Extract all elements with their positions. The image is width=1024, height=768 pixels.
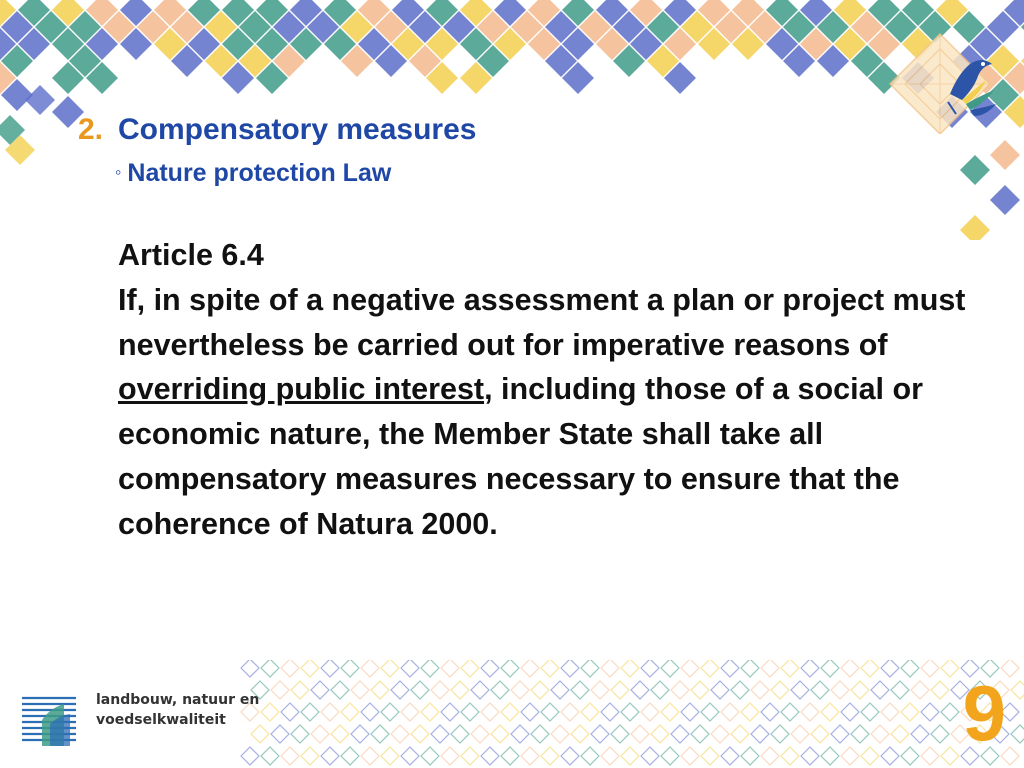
logo-line-1: landbouw, natuur en xyxy=(96,692,260,708)
lattice-diamond xyxy=(651,681,669,699)
lattice-diamond xyxy=(561,703,579,721)
lattice-diamond xyxy=(771,725,789,743)
lattice-diamond xyxy=(701,660,719,677)
lattice-diamond xyxy=(801,660,819,677)
lattice-diamond xyxy=(601,660,619,677)
lattice-diamond xyxy=(721,660,739,677)
lattice-diamond xyxy=(491,681,509,699)
lattice-diamond xyxy=(541,747,559,765)
sub-bullet-icon: ◦ xyxy=(115,162,122,182)
lattice-diamond xyxy=(931,681,949,699)
pattern-diamond xyxy=(990,140,1020,170)
lattice-diamond xyxy=(901,703,919,721)
lattice-diamond xyxy=(921,660,939,677)
lattice-diamond xyxy=(321,660,339,677)
lattice-diamond xyxy=(811,725,829,743)
lattice-diamond xyxy=(791,725,809,743)
lattice-diamond xyxy=(321,703,339,721)
lattice-diamond xyxy=(881,660,899,677)
lattice-diamond xyxy=(621,747,639,765)
lattice-diamond xyxy=(521,660,539,677)
subheading xyxy=(115,159,391,188)
lattice-diamond xyxy=(861,747,879,765)
lattice-diamond xyxy=(691,681,709,699)
lattice-diamond xyxy=(711,725,729,743)
lattice-diamond xyxy=(431,725,449,743)
lattice-diamond xyxy=(261,703,279,721)
pattern-diamond xyxy=(960,155,990,185)
lattice-diamond xyxy=(821,747,839,765)
lattice-diamond xyxy=(821,660,839,677)
lattice-diamond xyxy=(381,660,399,677)
lattice-diamond xyxy=(711,681,729,699)
lattice-diamond xyxy=(911,681,929,699)
lattice-diamond xyxy=(861,703,879,721)
lattice-diamond xyxy=(351,681,369,699)
lattice-diamond xyxy=(381,747,399,765)
lattice-diamond xyxy=(731,681,749,699)
lattice-diamond xyxy=(891,725,909,743)
lattice-diamond xyxy=(821,703,839,721)
lattice-diamond xyxy=(441,747,459,765)
lattice-diamond xyxy=(401,660,419,677)
lattice-diamond xyxy=(501,660,519,677)
lattice-diamond xyxy=(331,681,349,699)
lattice-diamond xyxy=(371,725,389,743)
lattice-diamond xyxy=(581,660,599,677)
lattice-diamond xyxy=(411,681,429,699)
underlined-phrase: overriding public interest xyxy=(118,372,485,407)
ministry-logo-text xyxy=(96,690,259,730)
lattice-diamond xyxy=(721,703,739,721)
lattice-diamond xyxy=(941,660,959,677)
lattice-diamond xyxy=(701,747,719,765)
lattice-diamond xyxy=(901,660,919,677)
lattice-diamond xyxy=(361,703,379,721)
lattice-diamond xyxy=(531,681,549,699)
lattice-diamond xyxy=(641,660,659,677)
lattice-diamond xyxy=(751,681,769,699)
lattice-diamond xyxy=(241,660,259,677)
lattice-diamond xyxy=(641,747,659,765)
lattice-diamond xyxy=(591,725,609,743)
lattice-diamond xyxy=(461,660,479,677)
lattice-diamond xyxy=(671,725,689,743)
lattice-diamond xyxy=(661,660,679,677)
lattice-diamond xyxy=(551,681,569,699)
lattice-diamond xyxy=(431,681,449,699)
lattice-diamond xyxy=(441,660,459,677)
lattice-diamond xyxy=(841,703,859,721)
lattice-diamond xyxy=(881,703,899,721)
lattice-diamond xyxy=(561,747,579,765)
lattice-diamond xyxy=(301,747,319,765)
lattice-diamond xyxy=(871,681,889,699)
lattice-diamond xyxy=(341,747,359,765)
article-paragraph xyxy=(118,278,998,547)
lattice-diamond xyxy=(361,660,379,677)
lattice-diamond xyxy=(661,747,679,765)
lattice-diamond xyxy=(421,703,439,721)
lattice-diamond xyxy=(291,681,309,699)
article-block xyxy=(118,233,998,547)
lattice-diamond xyxy=(541,703,559,721)
lattice-diamond xyxy=(511,681,529,699)
lattice-diamond xyxy=(841,660,859,677)
lattice-diamond xyxy=(731,725,749,743)
lattice-diamond xyxy=(261,660,279,677)
lattice-diamond xyxy=(841,747,859,765)
lattice-diamond xyxy=(441,703,459,721)
lattice-diamond xyxy=(631,725,649,743)
subheading-text: Nature protection Law xyxy=(127,159,392,187)
lattice-diamond xyxy=(281,660,299,677)
lattice-diamond xyxy=(941,703,959,721)
article-text-after: , including those of a social or economic nature, the Member State shall take all compensatory measures necessary to ensure that the coherence of Natura 2000. xyxy=(118,372,923,541)
lattice-diamond xyxy=(681,660,699,677)
lattice-diamond xyxy=(831,725,849,743)
lattice-diamond xyxy=(521,747,539,765)
lattice-diamond xyxy=(631,681,649,699)
lattice-diamond xyxy=(581,703,599,721)
lattice-diamond xyxy=(311,725,329,743)
lattice-diamond xyxy=(281,703,299,721)
lattice-diamond xyxy=(921,747,939,765)
lattice-diamond xyxy=(531,725,549,743)
lattice-diamond xyxy=(1011,725,1024,743)
lattice-diamond xyxy=(571,725,589,743)
section-title: Compensatory measures xyxy=(118,113,477,146)
lattice-diamond xyxy=(751,725,769,743)
lattice-diamond xyxy=(651,725,669,743)
article-title: Article 6.4 xyxy=(118,238,264,272)
lattice-diamond xyxy=(861,660,879,677)
lattice-diamond xyxy=(671,681,689,699)
lattice-diamond xyxy=(481,660,499,677)
lattice-diamond xyxy=(601,747,619,765)
lattice-diamond xyxy=(741,703,759,721)
lattice-diamond xyxy=(561,660,579,677)
lattice-diamond xyxy=(341,660,359,677)
lattice-diamond xyxy=(361,747,379,765)
lattice-diamond xyxy=(421,747,439,765)
lattice-diamond xyxy=(851,681,869,699)
lattice-diamond xyxy=(401,703,419,721)
lattice-diamond xyxy=(741,660,759,677)
lattice-diamond xyxy=(571,681,589,699)
section-number: 2. xyxy=(78,113,104,146)
lattice-diamond xyxy=(761,660,779,677)
lattice-diamond xyxy=(451,681,469,699)
lattice-diamond xyxy=(741,747,759,765)
lattice-diamond xyxy=(341,703,359,721)
lattice-diamond xyxy=(681,747,699,765)
lattice-diamond xyxy=(921,703,939,721)
lattice-diamond xyxy=(871,725,889,743)
lattice-diamond xyxy=(801,747,819,765)
lattice-diamond xyxy=(781,660,799,677)
lattice-diamond xyxy=(781,703,799,721)
lattice-diamond xyxy=(261,747,279,765)
lattice-diamond xyxy=(621,703,639,721)
lattice-diamond xyxy=(501,747,519,765)
ministry-logo-icon xyxy=(20,690,78,748)
lattice-diamond xyxy=(681,703,699,721)
lattice-diamond xyxy=(321,747,339,765)
lattice-diamond xyxy=(381,703,399,721)
lattice-diamond xyxy=(461,703,479,721)
lattice-diamond xyxy=(411,725,429,743)
lattice-diamond xyxy=(791,681,809,699)
lattice-diamond xyxy=(521,703,539,721)
lattice-diamond xyxy=(481,703,499,721)
lattice-diamond xyxy=(1011,681,1024,699)
lattice-diamond xyxy=(641,703,659,721)
lattice-diamond xyxy=(601,703,619,721)
lattice-diamond xyxy=(771,681,789,699)
lattice-diamond xyxy=(481,747,499,765)
lattice-diamond xyxy=(351,725,369,743)
lattice-diamond xyxy=(611,681,629,699)
lattice-diamond xyxy=(551,725,569,743)
lattice-diamond xyxy=(691,725,709,743)
lace-pattern xyxy=(890,34,990,134)
lattice-diamond xyxy=(391,725,409,743)
pattern-diamond xyxy=(25,85,55,115)
lattice-diamond xyxy=(501,703,519,721)
lattice-diamond xyxy=(761,747,779,765)
lattice-diamond xyxy=(851,725,869,743)
lattice-diamond xyxy=(471,725,489,743)
lattice-diamond xyxy=(401,747,419,765)
lattice-diamond xyxy=(891,681,909,699)
lattice-diamond xyxy=(831,681,849,699)
lattice-diamond xyxy=(661,703,679,721)
lattice-diamond xyxy=(541,660,559,677)
lattice-diamond xyxy=(371,681,389,699)
lattice-diamond xyxy=(511,725,529,743)
article-text-before: If, in spite of a negative assessment a plan or project must nevertheless be carried out for imperative reasons of xyxy=(118,282,966,362)
lattice-diamond xyxy=(451,725,469,743)
lattice-diamond xyxy=(621,660,639,677)
lattice-diamond xyxy=(591,681,609,699)
lattice-diamond xyxy=(471,681,489,699)
lattice-diamond xyxy=(701,703,719,721)
lattice-diamond xyxy=(811,681,829,699)
lattice-diamond xyxy=(901,747,919,765)
lattice-diamond xyxy=(491,725,509,743)
lattice-diamond xyxy=(881,747,899,765)
lattice-diamond xyxy=(611,725,629,743)
lattice-diamond xyxy=(311,681,329,699)
lattice-diamond xyxy=(301,660,319,677)
lattice-diamond xyxy=(941,747,959,765)
lattice-diamond xyxy=(461,747,479,765)
lattice-diamond xyxy=(281,747,299,765)
lattice-diamond xyxy=(391,681,409,699)
logo-line-2: voedselkwaliteit xyxy=(96,712,226,728)
lattice-diamond xyxy=(331,725,349,743)
lattice-diamond xyxy=(421,660,439,677)
section-heading xyxy=(78,113,476,147)
lattice-diamond xyxy=(721,747,739,765)
lattice-diamond xyxy=(781,747,799,765)
lattice-diamond xyxy=(271,725,289,743)
lattice-diamond xyxy=(911,725,929,743)
pattern-diamond xyxy=(990,185,1020,215)
lattice-diamond xyxy=(271,681,289,699)
page-number: 9 xyxy=(962,669,1006,757)
corner-emblem-graphic xyxy=(870,24,1020,134)
lattice-diamond xyxy=(301,703,319,721)
lattice-diamond xyxy=(581,747,599,765)
lattice-diamond xyxy=(291,725,309,743)
lattice-diamond xyxy=(931,725,949,743)
lattice-diamond xyxy=(241,747,259,765)
lattice-diamond xyxy=(761,703,779,721)
lattice-diamond xyxy=(801,703,819,721)
